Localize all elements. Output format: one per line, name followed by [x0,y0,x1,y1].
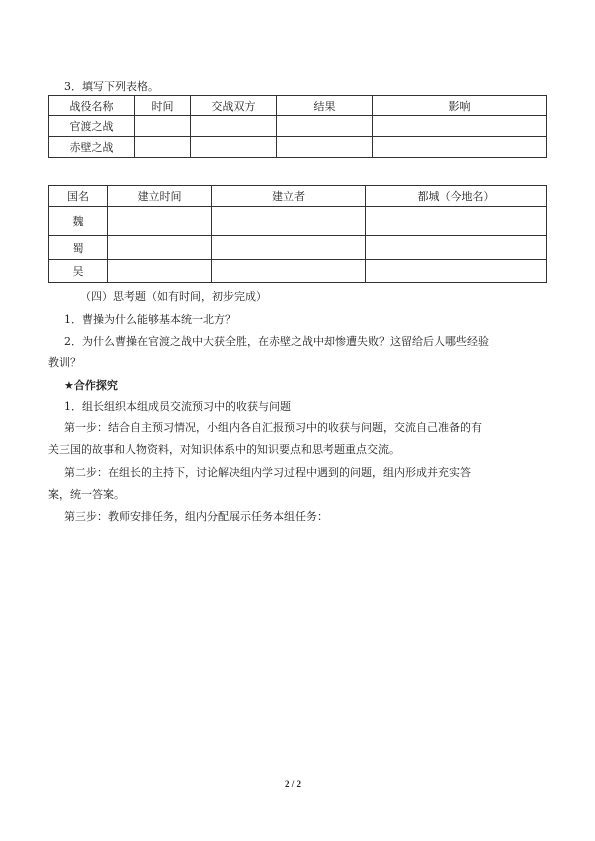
step-3-line-1: 第三步：教师安排任务，组内分配展示任务本组任务： [64,510,328,523]
table-cell[interactable] [366,207,547,236]
page-number: 2 / 2 [285,779,302,789]
states-header-state: 国名 [49,186,108,207]
table-cell[interactable] [108,260,212,283]
step-2-line-1: 第二步：在组长的主持下，讨论解决组内学习过程中遇到的问题，组内形成并充实答 [64,466,471,479]
section-4-title: （四）思考题（如有时间，初步完成） [80,290,267,303]
table-cell[interactable] [212,207,366,236]
state-name-shu: 蜀 [49,236,108,260]
battle-name-chibi: 赤壁之战 [49,137,135,158]
step-1-line-2: 关三国的故事和人物资料，对知识体系中的知识要点和思考题重点交流。 [48,443,400,456]
battles-table [48,95,547,158]
table-cell[interactable] [366,260,547,283]
section-3-title: 3．填写下列表格。 [64,80,159,93]
table-cell[interactable] [373,116,547,137]
table-cell[interactable] [277,116,373,137]
battle-name-guandu: 官渡之战 [49,116,135,137]
battles-header-impact: 影响 [373,96,547,116]
table-row [49,260,547,283]
states-header-founded: 建立时间 [108,186,212,207]
table-cell[interactable] [191,137,277,158]
battles-header-name: 战役名称 [49,96,135,116]
table-cell[interactable] [135,137,191,158]
table-cell[interactable] [135,116,191,137]
state-name-wu: 吴 [49,260,108,283]
table-row [49,116,547,137]
table-cell[interactable] [366,236,547,260]
table-cell[interactable] [108,236,212,260]
states-table-header-row [49,186,547,207]
battles-header-result: 结果 [277,96,373,116]
table-row [49,137,547,158]
battles-header-sides: 交战双方 [191,96,277,116]
cooperation-heading [64,379,118,393]
step-2-line-2: 案，统一答案。 [48,488,125,501]
table-cell[interactable] [212,236,366,260]
question-1: 1．曹操为什么能够基本统一北方？ [64,313,236,326]
state-name-wei: 魏 [49,207,108,236]
states-table [48,185,547,283]
star-icon: ★ [64,379,74,392]
table-row [49,236,547,260]
table-row [49,207,547,236]
battles-header-time: 时间 [135,96,191,116]
battles-table-header-row [49,96,547,116]
question-2-line-2: 教训？ [48,356,81,369]
cooperation-item-1: 1．组长组织本组成员交流预习中的收获与问题 [64,400,291,413]
cooperation-title: 合作探究 [73,379,118,392]
states-header-capital: 都城（今地名） [366,186,547,207]
table-cell[interactable] [373,137,547,158]
table-cell[interactable] [212,260,366,283]
question-2-line-1: 2．为什么曹操在官渡之战中大获全胜，在赤壁之战中却惨遭失败？这留给后人哪些经验 [64,335,489,348]
table-cell[interactable] [108,207,212,236]
step-1-line-1: 第一步：结合自主预习情况，小组内各自汇报预习中的收获与问题，交流自己准备的有 [64,421,482,434]
states-header-founder: 建立者 [212,186,366,207]
table-cell[interactable] [191,116,277,137]
table-cell[interactable] [277,137,373,158]
